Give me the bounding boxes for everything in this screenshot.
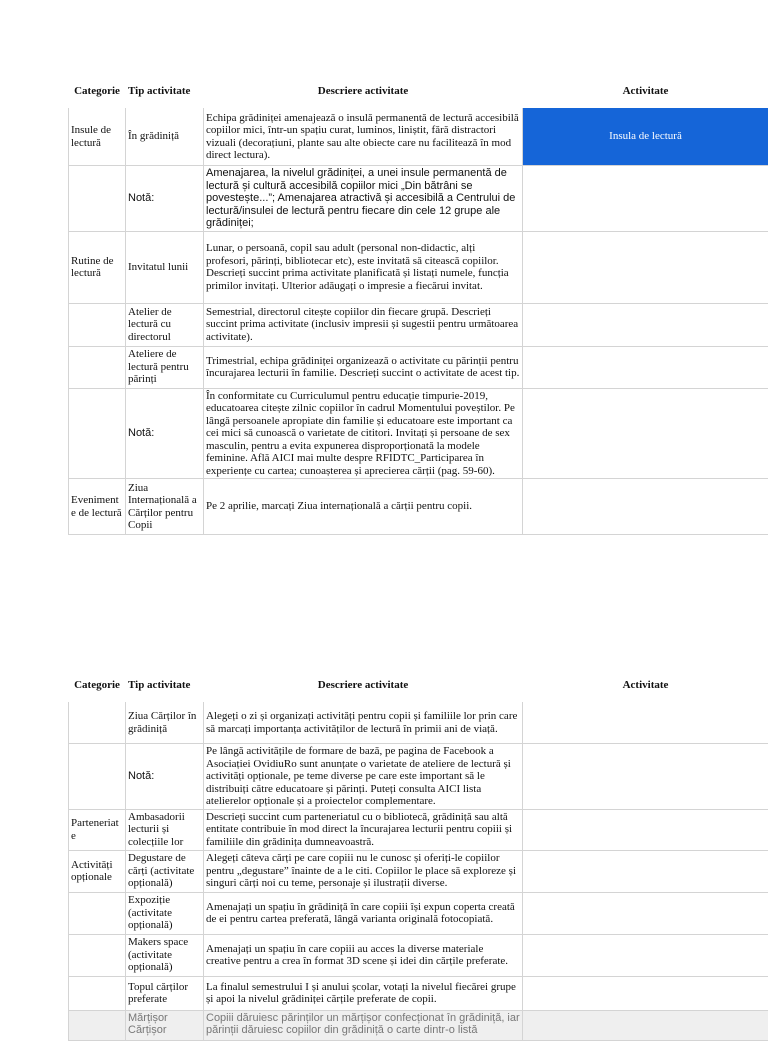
cell-description[interactable]: Amenajați un spațiu în grădiniță în care copiii își expun coperta creată de ei pentru cartea preferată, lângă varianta originală fotocopiată.	[204, 892, 523, 934]
cell-category[interactable]	[69, 303, 126, 346]
cell-description[interactable]: Alegeți o zi și organizați activități pentru copii și familiile lor prin care să marcați importanța activităților de lectură în primii ani de viață.	[204, 702, 523, 744]
cell-activity[interactable]	[523, 166, 768, 232]
table-row	[69, 346, 768, 388]
header-row	[69, 669, 768, 702]
cell-category[interactable]	[69, 976, 126, 1010]
table-row	[69, 108, 768, 166]
cell-activity[interactable]	[523, 702, 768, 744]
table-row	[69, 1010, 768, 1040]
table-row	[69, 934, 768, 976]
table-row	[69, 744, 768, 810]
cell-category[interactable]	[69, 892, 126, 934]
cell-type[interactable]: Notă:	[126, 388, 204, 479]
cell-description[interactable]: Copiii dăruiesc părinților un mărțișor confecționat în grădiniță, iar părinții dăruiesc copiilor din grădiniță o carte dintr-o listă	[204, 1010, 523, 1040]
cell-type[interactable]: Notă:	[126, 744, 204, 810]
cell-activity[interactable]	[523, 231, 768, 303]
cell-activity[interactable]	[523, 809, 768, 850]
cell-activity[interactable]	[523, 346, 768, 388]
header-type: Tip activitate	[126, 75, 204, 108]
header-description: Descriere activitate	[204, 75, 523, 108]
header-description: Descriere activitate	[204, 669, 523, 702]
cell-category[interactable]: Rutine de lectură	[69, 231, 126, 303]
table-row	[69, 809, 768, 850]
cell-type[interactable]: Expoziție (activitate opțională)	[126, 892, 204, 934]
table-row	[69, 303, 768, 346]
cell-description[interactable]: Alegeți câteva cărți pe care copiii nu le cunosc și oferiți-le copiilor pentru „degustare” înainte de a le citi. Copiilor le place să exploreze și singuri cărți noi cu teme, personaje și ilustrații diverse.	[204, 850, 523, 892]
table-row	[69, 892, 768, 934]
cell-category[interactable]: Parteneriate	[69, 809, 126, 850]
cell-type[interactable]: Mărțișor Cărțișor	[126, 1010, 204, 1040]
cell-category[interactable]	[69, 166, 126, 232]
cell-activity[interactable]	[523, 850, 768, 892]
cell-type[interactable]: În grădiniță	[126, 108, 204, 166]
header-type: Tip activitate	[126, 669, 204, 702]
cell-category[interactable]	[69, 744, 126, 810]
cell-type[interactable]: Notă:	[126, 166, 204, 232]
table-row	[69, 231, 768, 303]
cell-description[interactable]: Pe 2 aprilie, marcați Ziua internațională a cărții pentru copii.	[204, 479, 523, 535]
cell-description[interactable]: Lunar, o persoană, copil sau adult (personal non-didactic, alți profesori, părinți, bibliotecar etc), este invitată să citească copiilor. Descrieți succint prima activitate planificată și listați numele, funcția primilor invitați. Ulterior adăugați o impresie a fiecărui invitat.	[204, 231, 523, 303]
cell-description[interactable]: La finalul semestrului I și anului școlar, votați la nivelul fiecărei grupe și apoi la nivelul grădiniței cărțile preferate de copii.	[204, 976, 523, 1010]
cell-description[interactable]: Semestrial, directorul citește copiilor din fiecare grupă. Descrieți succint prima activitate (inclusiv impresii și sugestii pentru următoarea activitate).	[204, 303, 523, 346]
cell-description[interactable]: Pe lângă activitățile de formare de bază, pe pagina de Facebook a Asociației OvidiuRo sunt anunțate o varietate de ateliere de lectură și activități opționale, pe teme diverse pe care este important să le distribuiți către educatoare și părinți. Puteți consulta AICI lista atelierelor opționale și a proiectelor complementare.	[204, 744, 523, 810]
cell-category[interactable]	[69, 1010, 126, 1040]
cell-activity[interactable]	[523, 303, 768, 346]
cell-type[interactable]: Ambasadorii lecturii și colecțiile lor	[126, 809, 204, 850]
cell-type[interactable]: Ateliere de lectură pentru părinți	[126, 346, 204, 388]
cell-description[interactable]: Trimestrial, echipa grădiniței organizează o activitate cu părinții pentru încurajarea lecturii în familie. Descrieți succint o activitate de acest tip.	[204, 346, 523, 388]
cell-activity-selected[interactable]: Insula de lectură	[523, 108, 768, 166]
cell-type[interactable]: Ziua Cărților în grădiniță	[126, 702, 204, 744]
header-activity: Activitate	[523, 669, 768, 702]
cell-category[interactable]: Evenimente de lectură	[69, 479, 126, 535]
activities-table-2	[68, 668, 768, 1041]
cell-type[interactable]: Atelier de lectură cu directorul	[126, 303, 204, 346]
cell-activity[interactable]	[523, 892, 768, 934]
table-row	[69, 702, 768, 744]
cell-description[interactable]: Descrieți succint cum parteneriatul cu o bibliotecă, grădiniță sau altă entitate contribuie în mod direct la încurajarea lecturii pentru copiii și familiile din grădinița dumneavoastră.	[204, 809, 523, 850]
cell-category[interactable]	[69, 934, 126, 976]
table-row	[69, 166, 768, 232]
cell-category[interactable]: Activități opționale	[69, 850, 126, 892]
activities-table-1	[68, 74, 768, 535]
cell-type[interactable]: Topul cărților preferate	[126, 976, 204, 1010]
cell-description[interactable]: Amenajarea, la nivelul grădiniței, a unei insule permanentă de lectură și cultură accesibilă copiilor mici „Din bătrâni se povestește...”; Amenajarea atractivă și accesibilă a Centrului de lectură/insulei de lectură pentru fiecare din cele 12 grupe ale grădiniței;	[204, 166, 523, 232]
cell-description[interactable]: Echipa grădiniței amenajează o insulă permanentă de lectură accesibilă copiilor mici, într-un spațiu curat, luminos, liniștit, fără distractori vizuali (decorațiuni, plante sau alte obiecte care nu facilitează în mod direct lectura).	[204, 108, 523, 166]
cell-description[interactable]: Amenajați un spațiu în care copiii au acces la diverse materiale creative pentru a crea în format 3D scene și idei din cărțile preferate.	[204, 934, 523, 976]
header-category: Categorie	[69, 669, 126, 702]
cell-type[interactable]: Ziua Internațională a Cărților pentru Copii	[126, 479, 204, 535]
cell-activity[interactable]	[523, 479, 768, 535]
cell-type[interactable]: Makers space (activitate opțională)	[126, 934, 204, 976]
header-row	[69, 75, 768, 108]
cell-category[interactable]	[69, 346, 126, 388]
table-row	[69, 479, 768, 535]
cell-type[interactable]: Degustare de cărți (activitate opțională)	[126, 850, 204, 892]
table-row	[69, 850, 768, 892]
header-category: Categorie	[69, 75, 126, 108]
table-row	[69, 976, 768, 1010]
cell-description[interactable]: În conformitate cu Curriculumul pentru educație timpurie-2019, educatoarea citește zilnic copiilor în cadrul Momentului poveștilor. Pe lângă persoanele apropiate din familie și educatoare este important ca cei mici să cunoască o varietate de cititori. Invitați și persoane de sex masculin, pentru a evita expunerea disproporționată la modele feminine. Află AICI mai multe despre RFIDTC_Participarea în experiențe cu cartea; cunoașterea și aprecierea cărții (pag. 59-60).	[204, 388, 523, 479]
cell-category[interactable]: Insule de lectură	[69, 108, 126, 166]
header-activity: Activitate	[523, 75, 768, 108]
cell-activity[interactable]	[523, 1010, 768, 1040]
cell-category[interactable]	[69, 388, 126, 479]
table-row	[69, 388, 768, 479]
cell-category[interactable]	[69, 702, 126, 744]
cell-activity[interactable]	[523, 388, 768, 479]
cell-activity[interactable]	[523, 934, 768, 976]
cell-activity[interactable]	[523, 976, 768, 1010]
cell-type[interactable]: Invitatul lunii	[126, 231, 204, 303]
cell-activity[interactable]	[523, 744, 768, 810]
